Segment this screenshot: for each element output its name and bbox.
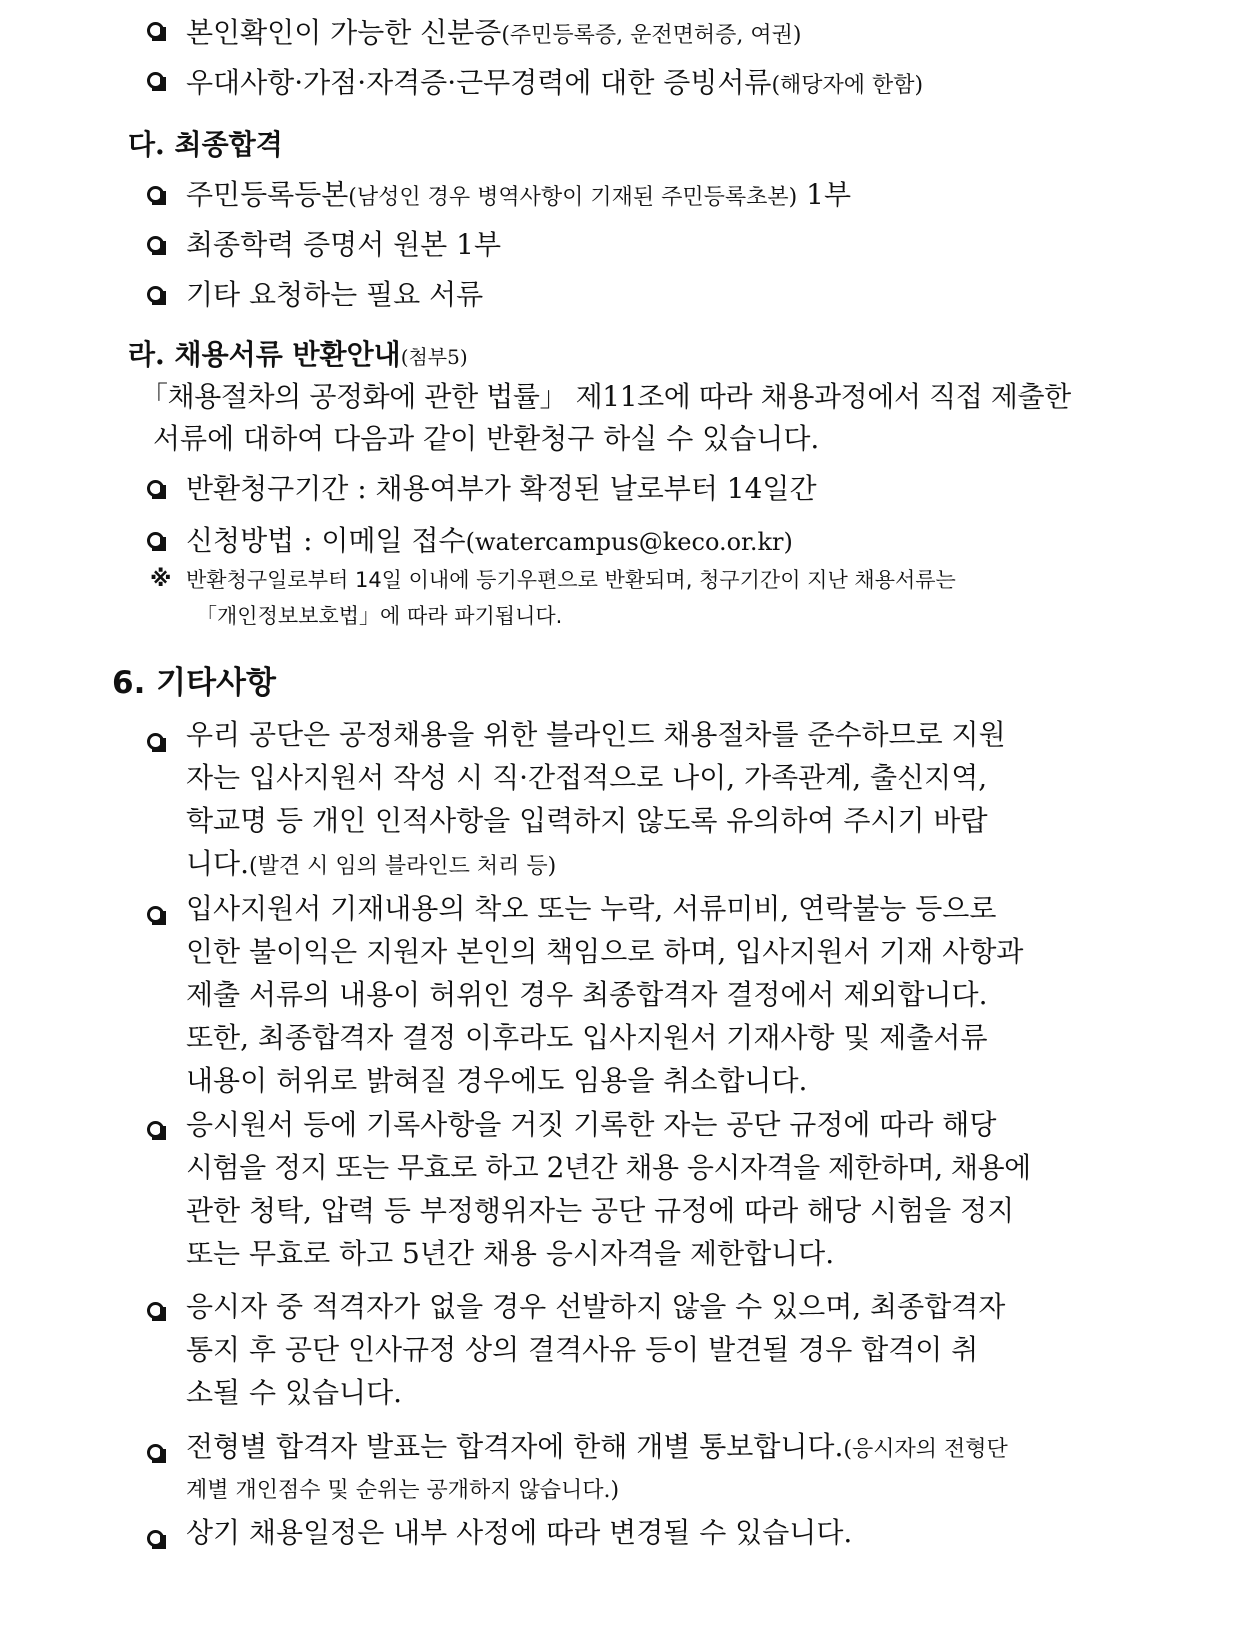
item-subtext: (남성인 경우 병역사항이 기재된 주민등록초본) — [348, 185, 798, 210]
list-item — [186, 524, 793, 559]
note-mark: ※ — [150, 567, 172, 592]
list-item-line: 통지 후 공단 인사규정 상의 결격사유 등이 발견될 경우 합격이 취 — [186, 1333, 979, 1366]
bullet-icon — [147, 72, 164, 89]
list-item — [186, 16, 802, 53]
bullet-icon — [147, 286, 164, 303]
item-subtext: (해당자에 한함) — [771, 73, 924, 98]
heading-text: 라. 채용서류 반환안내 — [128, 338, 401, 371]
item-text: 본인확인이 가능한 신분증 — [186, 16, 502, 49]
item-text: 전형별 합격자 발표는 합격자에 한해 개별 통보합니다. — [186, 1430, 844, 1463]
list-item-line: 제출 서류의 내용이 허위인 경우 최종합격자 결정에서 제외합니다. — [186, 978, 988, 1011]
list-item-line: 시험을 정지 또는 무효로 하고 2년간 채용 응시자격을 제한하며, 채용에 — [186, 1151, 1031, 1184]
list-item-line: 내용이 허위로 밝혀질 경우에도 임용을 취소합니다. — [186, 1064, 808, 1097]
heading-ref: (첨부5) — [400, 345, 468, 369]
item-subtext: (주민등록증, 운전면허증, 여권) — [501, 23, 802, 48]
section-heading-misc: 6. 기타사항 — [112, 665, 276, 701]
list-item-line — [186, 847, 556, 884]
list-item-line: 관한 청탁, 압력 등 부정행위자는 공단 규정에 따라 해당 시험을 정지 — [186, 1194, 1015, 1227]
list-item-line: 계별 개인점수 및 순위는 공개하지 않습니다.) — [186, 1478, 620, 1503]
list-item-line: 상기 채용일정은 내부 사정에 따라 변경될 수 있습니다. — [186, 1516, 853, 1549]
list-item-line: 응시자 중 적격자가 없을 경우 선발하지 않을 수 있으며, 최종합격자 — [186, 1290, 1006, 1323]
bullet-icon — [147, 236, 164, 253]
list-item — [186, 278, 483, 312]
bullet-icon — [147, 22, 164, 39]
bullet-icon — [147, 1302, 164, 1319]
bullet-icon — [147, 1444, 164, 1461]
list-item-line: 또는 무효로 하고 5년간 채용 응시자격을 제한합니다. — [186, 1237, 835, 1270]
list-item-line: 인한 불이익은 지원자 본인의 책임으로 하며, 입사지원서 기재 사항과 — [186, 935, 1024, 968]
section-heading-return — [128, 338, 468, 374]
item-text: 최종학력 증명서 원본 1부 — [186, 228, 501, 261]
list-item-line: 입사지원서 기재내용의 착오 또는 누락, 서류미비, 연락불능 등으로 — [186, 892, 997, 925]
item-subtext: (발견 시 임의 블라인드 처리 등) — [249, 854, 557, 879]
bullet-icon — [147, 480, 164, 497]
item-text: 니다. — [186, 847, 249, 880]
list-item: 반환청구기간 : 채용여부가 확정된 날로부터 14일간 — [186, 472, 817, 505]
email-address: (watercampus@keco.or.kr) — [465, 528, 793, 556]
list-item-line: 우리 공단은 공정채용을 위한 블라인드 채용절차를 준수하므로 지원 — [186, 718, 1006, 751]
list-item-line: 응시원서 등에 기록사항을 거짓 기록한 자는 공단 규정에 따라 해당 — [186, 1108, 997, 1141]
note-text: 「개인정보보호법」에 따라 파기됩니다. — [196, 604, 563, 628]
list-item-line: 학교명 등 개인 인적사항을 입력하지 않도록 유의하여 주시기 바랍 — [186, 804, 988, 837]
note-text: 반환청구일로부터 14일 이내에 등기우편으로 반환되며, 청구기간이 지난 채용서류는 — [186, 568, 956, 592]
list-item-line: 또한, 최종합격자 결정 이후라도 입사지원서 기재사항 및 제출서류 — [186, 1021, 988, 1054]
item-text: 주민등록등본 — [186, 178, 349, 211]
item-text: 기타 요청하는 필요 서류 — [186, 278, 484, 311]
bullet-icon — [147, 1530, 164, 1547]
bullet-icon — [147, 733, 164, 750]
list-item — [186, 178, 851, 215]
bullet-icon — [147, 186, 164, 203]
item-subtext: (응시자의 전형단 — [843, 1437, 1008, 1462]
list-item-line — [186, 1430, 1008, 1467]
item-tail: 1부 — [797, 178, 851, 211]
list-item — [186, 66, 923, 103]
item-text: 신청방법 : 이메일 접수 — [186, 524, 466, 557]
list-item-line: 소될 수 있습니다. — [186, 1376, 403, 1409]
list-item — [186, 228, 501, 262]
bullet-icon — [147, 1121, 164, 1138]
intro-text: 서류에 대하여 다음과 같이 반환청구 하실 수 있습니다. — [153, 422, 820, 455]
bullet-icon — [147, 532, 164, 549]
section-heading-final: 다. 최종합격 — [128, 128, 283, 161]
intro-text: 「채용절차의 공정화에 관한 법률」 제11조에 따라 채용과정에서 직접 제출한 — [140, 380, 1071, 413]
list-item-line: 자는 입사지원서 작성 시 직·간접적으로 나이, 가족관계, 출신지역, — [186, 761, 988, 794]
item-text: 우대사항·가점·자격증·근무경력에 대한 증빙서류 — [186, 66, 772, 99]
bullet-icon — [147, 906, 164, 923]
